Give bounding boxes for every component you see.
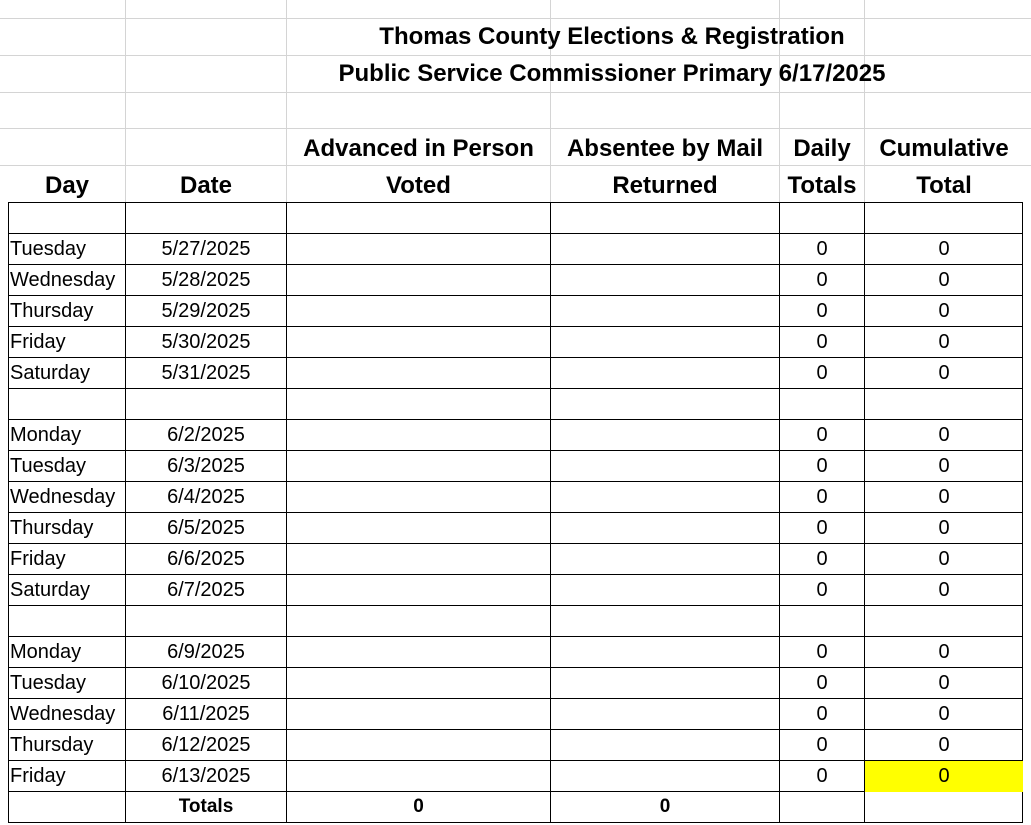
row-date: 6/7/2025 (167, 579, 245, 601)
row-date: 5/28/2025 (161, 269, 251, 291)
row-day: Thursday (10, 734, 94, 756)
row-cumulative-total: 0 (938, 641, 950, 663)
row-day: Wednesday (10, 486, 116, 508)
row-date: 6/11/2025 (162, 703, 250, 725)
header-advanced-line2: Voted (386, 172, 451, 199)
row-cumulative-total: 0 (938, 703, 950, 725)
row-day: Saturday (10, 579, 91, 601)
row-cumulative-total: 0 (938, 269, 950, 291)
row-daily-total: 0 (816, 486, 828, 508)
row-date: 5/27/2025 (161, 238, 251, 260)
report-title: Thomas County Elections & Registration (379, 23, 845, 50)
row-date: 6/2/2025 (167, 424, 245, 446)
row-date: 6/3/2025 (167, 455, 245, 477)
row-date: 6/4/2025 (167, 486, 245, 508)
row-date: 6/13/2025 (161, 765, 251, 787)
row-daily-total: 0 (816, 362, 828, 384)
row-day: Monday (10, 641, 82, 663)
row-day: Saturday (10, 362, 91, 384)
row-daily-total: 0 (816, 734, 828, 756)
row-date: 6/6/2025 (167, 548, 245, 570)
row-daily-total: 0 (816, 765, 828, 787)
row-cumulative-total: 0 (938, 331, 950, 353)
totals-absentee-returned: 0 (659, 796, 671, 817)
row-daily-total: 0 (816, 238, 828, 260)
header-cumulative-line1: Cumulative (879, 135, 1009, 162)
header-day: Day (44, 172, 90, 199)
row-cumulative-total: 0 (938, 548, 950, 570)
header-daily-line2: Totals (787, 172, 857, 199)
row-day: Thursday (10, 300, 94, 322)
row-cumulative-total: 0 (938, 300, 950, 322)
row-cumulative-total: 0 (938, 486, 950, 508)
row-daily-total: 0 (816, 424, 828, 446)
header-daily-line1: Daily (793, 135, 851, 162)
row-cumulative-total: 0 (938, 455, 950, 477)
row-daily-total: 0 (816, 269, 828, 291)
row-daily-total: 0 (816, 703, 828, 725)
header-advanced-line1: Advanced in Person (303, 135, 534, 162)
header-date: Date (179, 172, 233, 199)
row-daily-total: 0 (816, 517, 828, 539)
row-day: Monday (10, 424, 82, 446)
row-daily-total: 0 (816, 672, 828, 694)
row-cumulative-total: 0 (938, 424, 950, 446)
header-cumulative-line2: Total (916, 172, 972, 199)
row-date: 5/30/2025 (161, 331, 251, 353)
row-date: 6/9/2025 (167, 641, 245, 663)
row-day: Tuesday (10, 672, 86, 694)
report-subtitle: Public Service Commissioner Primary 6/17/2025 (338, 60, 886, 87)
row-cumulative-total: 0 (938, 579, 950, 601)
row-day: Friday (10, 548, 66, 570)
row-daily-total: 0 (816, 579, 828, 601)
row-day: Thursday (10, 517, 94, 539)
header-absentee-line2: Returned (612, 172, 718, 199)
row-daily-total: 0 (816, 455, 828, 477)
row-cumulative-total: 0 (938, 672, 950, 694)
row-daily-total: 0 (816, 300, 828, 322)
row-cumulative-total: 0 (938, 517, 950, 539)
row-day: Wednesday (10, 269, 116, 291)
row-date: 6/5/2025 (167, 517, 245, 539)
row-day: Tuesday (10, 455, 86, 477)
row-day: Tuesday (10, 238, 86, 260)
row-cumulative-total: 0 (938, 734, 950, 756)
row-cumulative-total: 0 (938, 238, 950, 260)
header-absentee-line1: Absentee by Mail (566, 135, 764, 162)
row-cumulative-total: 0 (938, 362, 950, 384)
row-day: Friday (10, 331, 66, 353)
totals-advanced-voted: 0 (413, 796, 424, 817)
row-daily-total: 0 (816, 331, 828, 353)
highlighted-cumulative-total[interactable]: 0 (865, 761, 1023, 792)
row-date: 5/31/2025 (161, 362, 251, 384)
row-day: Friday (10, 765, 66, 787)
row-daily-total: 0 (816, 641, 828, 663)
row-date: 6/10/2025 (161, 672, 251, 694)
totals-label: Totals (178, 796, 234, 817)
row-day: Wednesday (10, 703, 116, 725)
row-daily-total: 0 (816, 548, 828, 570)
row-date: 6/12/2025 (161, 734, 251, 756)
row-date: 5/29/2025 (161, 300, 251, 322)
